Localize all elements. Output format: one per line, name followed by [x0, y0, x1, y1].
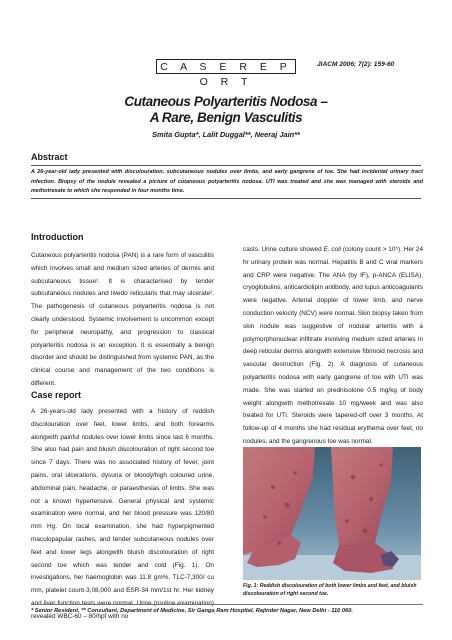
- section-label: C A S E R E P O R T: [156, 59, 296, 74]
- organism-name: E. coli: [323, 246, 341, 253]
- figure-1-caption: Fig. 1: Reddish discolouration of both lower limbs and feet, and bluish discolouration of right second toe.: [243, 583, 417, 597]
- abstract-bottom-rule: [31, 198, 421, 199]
- right-column-text-start: casts. Urine culture showed: [243, 246, 324, 253]
- article-title-line-1: Cutaneous Polyarteritis Nodosa –: [124, 94, 328, 109]
- right-column-text-rest: (colony count > 10⁵). Her 24 hr urinary protein was normal. Hepatitis B and C viral markers and CRP were negative. The ANA (by IF), p-ANCA (ELISA), cryoglobulins, anticardiolipin antibody, and lupus anticoagulants were negative. Arterial doppler of lower limb, and nerve conduction velocity (NCV) were normal. Skin biopsy taken from skin nodule was suggestive of nodular arteritis with a polymorphonuclear infiltrate involving medium sized arteries in deep reticular dermis alongwith extensive fibrinoid necrosis and vascular destruction (Fig. 2). A diagnosis of cutaneous polyarteritis nodosa with early gangrene of toe with UTI was made. She was started on prednisolone 0.5 mg/kg of body weight alongwith methotrexate 10 mg/week and was also treated for UTI. Steroids were tapered-off over 3 months. At follow-up of 4 months she had residual erythema over feet, no nodules, and the gangrenous toe was normal.: [243, 246, 424, 445]
- abstract-heading: Abstract: [31, 152, 68, 162]
- article-title-line-2: A Rare, Benign Vasculitis: [149, 110, 303, 125]
- case-report-heading: Case report: [31, 390, 82, 400]
- right-column-text: [243, 244, 423, 449]
- journal-reference: JIACM 2006; 7(2): 159-60: [317, 61, 395, 68]
- author-affiliation-footnote: * Senior Resident, ** Consultant, Department of Medicine, Sir Ganga Ram Hospital, Rajinder Nagar, New Delhi - 110 060.: [31, 608, 353, 614]
- introduction-text: Cutaneous polyarteritis nodosa (PAN) is a rare form of vasculitis which involves small and medium sized arteries of dermis and subcutaneous tissue¹. It is characterised by tender subcutaneous nodules and livedo reticularis that may ulcerate². The pathogenesis of cutaneous polyarteritis nodosa is not clearly understood. Systemic involvement is uncommon except for peripheral neuropathy, and progression to classical polyarteritis nodosa is an exception. It is essentially a benign disorder and should be distinguished from systemic PAN, as the clinical course and management of the two conditions is different.: [31, 252, 214, 387]
- abstract-top-rule: [31, 165, 421, 166]
- footnote-rule: [31, 604, 423, 605]
- authors: Smita Gupta*, Lalit Duggal**, Neeraj Jain**: [152, 130, 300, 139]
- abstract-text: A 26-year-old lady presented with discolouration, subcutaneous nodules over limbs, and early gangrene of toe. She had incidental urinary tract infection. Biopsy of the nodule revealed a picture of cutaneous polyarteritis nodosa. UTI was treated and she was managed with steroids and methotrexate to which she responded in four months time.: [31, 169, 423, 194]
- case-report-text: A 26-years-old lady presented with a history of reddish discolouration over feet, lower limbs, and both forearms alongwith painful nodules over lower limbs since last 6 months. She also had pain and bluish discolouration of right second toe since 7 days. There was no associated history of fever, joint pains, oral ulcerations, dysuria or bloody/high coloured urine, abdominal pain, headache, or paraesthesias of limbs. She was not a known hypertensive. General physical and systemic examination were normal, and her blood pressure was 120/80 mm Hg. On local examination, she had hyperpigmented maculopapular rashes, and tender subcutaneous nodules over feet and lower legs alongwith bluish discolouration of right second toe which was tender and cold (Fig. 1). On investigations, her haemoglobin was 11.8 gm%, TLC-7,300/ cu mm, platelet count-3,08,000 and ESR-34 mm/1st hr. Her kidney and liver function tests were normal. Urine (routine examination) revealed WBC-60 – 80/hpf with no: [31, 408, 214, 620]
- figure-1-photo: [243, 447, 421, 580]
- introduction-heading: Introduction: [31, 232, 84, 242]
